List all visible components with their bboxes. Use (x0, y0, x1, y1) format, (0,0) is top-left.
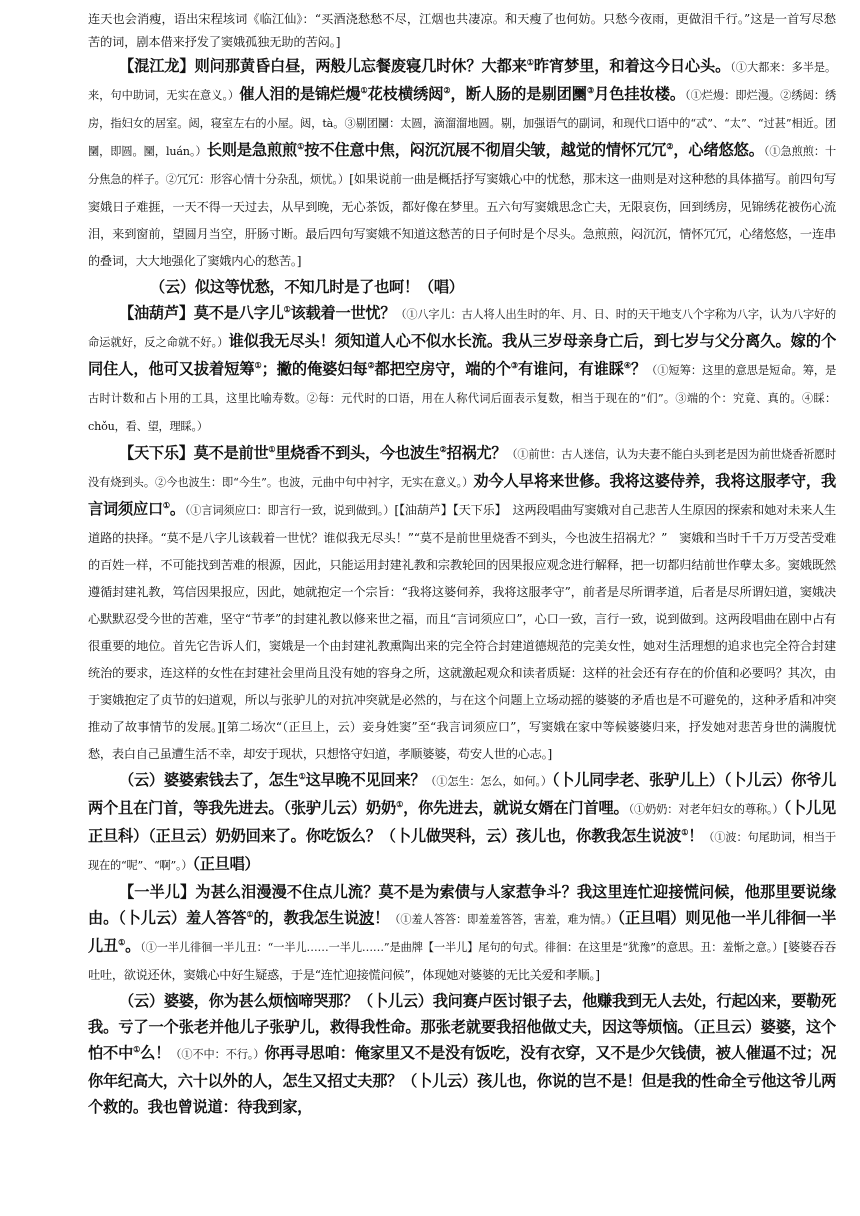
annotation: （①一半儿徘徊一半儿丑：“一半儿……一半儿……”是曲牌【一半儿】尾句的句式。徘徊：在这里是“犹豫”的意思。丑：羞惭之意。） (140, 941, 784, 955)
annotation: （①怎生：怎么，如何。） (425, 775, 552, 789)
aria-tianxiale: 【天下乐】莫不是前世①里烧香不到头，今也波生②招祸尤？（①前世：古人迷信，认为夫妻不能白头到老是因为前世烧香祈愿时没有烧到头。②今也波生：即“今生”。也波，元曲中句中衬字，无实在意义。）劝今人早将来世修。我将这婆侍养，我将这服孝守，我言词须应口①。（①言词须应口：即言行一致，说到做到。）[【油葫芦】【天下乐】 这两段唱曲写窦娥对自己悲苦人生原因的探索和她对未来人生道路的抉择。“莫不是八字儿该载着一世忧？谁似我无尽头！”“莫不是前世里烧香不到头，今也波生招祸尤？” 窦娥和当时千千万万受苦受难的百姓一样，不可能找到苦难的根源，因此，只能运用封建礼教和宗教轮回的因果报应观念进行解释，把一切都归结前世作孽太多。窦娥既然遵循封建礼教，笃信因果报应，因此，她就抱定一个宗旨：“我将这婆伺养，我将这服孝守”，前者是尽所谓孝道，后者是尽所谓妇道，窦娥决心默默忍受今世的苦难，坚守“节孝”的封建礼教以修来世之福，而且“言词须应口”，心口一致，言行一致，说到做到。这两段唱曲在剧中占有很重要的地位。首先它告诉人们，窦娥是一个由封建礼教熏陶出来的完全符合封建道德规范的完美女性，她对生活理想的追求也完全符合封建统治的要求，连这样的女性在封建社会里尚且没有她的容身之所，这就激起观众和读者质疑：这样的社会还有存在的价值和必要吗？其次，由于窦娥抱定了贞节的妇道观，所以与张驴儿的对抗冲突就是必然的，与在这个问题上立场动摇的婆婆的矛盾也是不可避免的，这种矛盾和冲突推动了故事情节的发展。][第二场次“（正旦上，云）妾身姓窦”至“我言词须应口”，写窦娥在家中等候婆婆归来，抒发她对悲苦身世的满腹忧愁，表白自己虽遭生活不幸，却安于现状，只想恪守妇道，孝顺婆婆，苟安人世的心志。] (88, 444, 837, 762)
dialogue-paragraph-final: （云）婆婆，你为甚么烦恼啼哭那？（卜儿云）我问赛卢医讨银子去，他赚我到无人去处，行起凶来，要勒死我。亏了一个张老并他儿子张驴儿，救得我性命。那张老就要我招他做丈夫，因这等烦恼。（正旦云）婆婆，这个怕不中①么！（①不中：不行。）你再寻思咱：俺家里又不是没有饭吃，没有衣穿，又不是少欠钱债，被人催逼不过；况你年纪高大，六十以外的人，怎生又招丈夫那？（卜儿云）孩儿也，你说的岂不是！但是我的性命全亏他这爷儿两个救的。我也曾说道：待我到家， (88, 992, 837, 1117)
commentary: [婆婆吞吞吐吐，欲说还休，窦娥心中好生疑惑，于是“连忙迎接慌问候”，体现她对婆婆的无比关爱和孝顺。] (88, 940, 837, 983)
commentary: [如果说前一曲是概括抒写窦娥心中的忧愁，那末这一曲则是对这种愁的具体描写。前四句写窦娥日子难捱，一天不得一天过去，从早到晚，无心茶饭，都好像在梦里。五六句写窦娥思念亡夫，无限哀伤，回到绣房，见锦绣花被伤心流泪，来到窗前，望圆月当空，肝肠寸断。最后四句写窦娥不知道这愁苦的日子何时是个尽头。急煎煎，闷沉沉，情怀冗冗，心绪悠悠，一连串的叠词，大大地强化了窦娥内心的愁苦。] (88, 172, 836, 269)
aria-yibaner: 【一半儿】为甚么泪漫漫不住点儿流？莫不是为索债与人家惹争斗？我这里连忙迎接慌问候，他那里要说缘由。（卜儿云）羞人答答①的，教我怎生说波！（①羞人答答：即羞羞答答，害羞，难为情。）（正旦唱）则见他一半儿徘徊一半儿丑①。（①一半儿徘徊一半儿丑：“一半儿……一半儿……”是曲牌【一半儿】尾句的句式。徘徊：在这里是“犹豫”的意思。丑：羞惭之意。）[婆婆吞吞吐吐，欲说还休，窦娥心中好生疑惑，于是“连忙迎接慌问候”，体现她对婆婆的无比关爱和孝顺。] (88, 883, 837, 983)
annotation: （①不中：不行。） (170, 1048, 265, 1062)
annotation: （①波：句尾助词，相当于现在的“呢”、“啊”。） (88, 831, 837, 873)
annotation: （①言词须应口：即言行一致，说到做到。） (184, 504, 395, 518)
annotation: （①急煎煎：十分焦急的样子。②冗冗：形容心情十分杂乱，烦忧。） (88, 145, 837, 187)
annotation: （①烂熳：即烂漫。②绣闼：绣房，指妇女的居室。闼，寝室左右的小屋。闼，tà。③剔团圞：太圆，滴溜溜地圆。剔，加强语气的副词，和现代口语中的“忒”、“太”、“过甚”相近。团圞，即圆。圞，luán。） (88, 89, 837, 159)
commentary-paragraph: 连天也会消瘦，语出宋程垓词《临江仙》：“买酒浇愁愁不尽，江烟也共凄凉。和天瘦了也何妨。只愁今夜雨，更做泪千行。”这是一首写尽愁苦的词，剧本借来抒发了窦娥孤独无助的苦闷。] (88, 12, 836, 49)
annotation: （①奶奶：对老年妇女的尊称。） (628, 803, 784, 817)
annotation: （①八字儿：古人将人出生时的年、月、日、时的天干地支八个字称为八字，认为八字好的命运就好，反之命就不好。） (88, 308, 837, 350)
annotation: （①羞人答答：即羞羞答答，害羞，难为情。） (389, 913, 618, 927)
aria-hunjianglong: 【混江龙】则问那黄昏白昼，两般儿忘餐废寝几时休？大都来①昨宵梦里，和着这今日心头。（①大都来：多半是。来，句中助词，无实在意义。）催人泪的是锦烂熳①花枝横绣闼②，断人肠的是剔团圞③月色挂妆楼。（①烂熳：即烂漫。②绣闼：绣房，指妇女的居室。闼，寝室左右的小屋。闼，tà。③剔团圞：太圆，滴溜溜地圆。剔，加强语气的副词，和现代口语中的“忒”、“太”、“过甚”相近。团圞，即圆。圞，luán。）长则是急煎煎①按不住意中焦，闷沉沉展不彻眉尖皱，越觉的情怀冗冗②，心绪悠悠。（①急煎煎：十分焦急的样子。②冗冗：形容心情十分杂乱，烦忧。）[如果说前一曲是概括抒写窦娥心中的忧愁，那末这一曲则是对这种愁的具体描写。前四句写窦娥日子难捱，一天不得一天过去，从早到晚，无心茶饭，都好像在梦里。五六句写窦娥思念亡夫，无限哀伤，回到绣房，见锦绣花被伤心流泪，来到窗前，望圆月当空，肝肠寸断。最后四句写窦娥不知道这愁苦的日子何时是个尽头。急煎煎，闷沉沉，情怀冗冗，心绪悠悠，一连串的叠词，大大地强化了窦娥内心的愁苦。] (88, 57, 837, 269)
annotation: （①短筹：这里的意思是短命。筹，是古时计数和占卜用的工具，这里比喻寿数。②每：元代时的口语，用在人称代词后面表示复数，相当于现在的“们”。③端的个：究竟、真的。④睬：chǒu，看、望，理睬。） (88, 364, 837, 434)
aria-youhulu: 【油葫芦】莫不是八字儿①该载着一世忧？（①八字儿：古人将人出生时的年、月、日、时的天干地支八个字称为八字，认为八字好的命运就好，反之命就不好。）谁似我无尽头！须知道人心不似水长流。我从三岁母亲身亡后，到七岁与父分离久。嫁的个同住人，他可又拔着短筹①；撇的俺婆妇每②都把空房守，端的个③有谁问，有谁睬④？（①短筹：这里的意思是短命。筹，是古时计数和占卜用的工具，这里比喻寿数。②每：元代时的口语，用在人称代词后面表示复数，相当于现在的“们”。③端的个：究竟、真的。④睬：chǒu，看、望，理睬。） (88, 304, 837, 434)
annotation: （①前世：古人迷信，认为夫妻不能白头到老是因为前世烧香祈愿时没有烧到头。②今也波生：即“今生”。也波，元曲中句中衬字，无实在意义。） (88, 448, 837, 490)
dialogue-paragraph: （云）婆婆索钱去了，怎生①这早晚不见回来？（①怎生：怎么，如何。）（卜儿同孛老、张驴儿上）（卜儿云）你爷儿两个且在门首，等我先进去。（张驴儿云）奶奶①，你先进去，就说女婿在门首哩。（①奶奶：对老年妇女的尊称。）（卜儿见正旦科）（正旦云）奶奶回来了。你吃饭么？（卜儿做哭科，云）孩儿也，你教我怎生说波①！（①波：句尾助词，相当于现在的“呢”、“啊”。）（正旦唱） (88, 771, 837, 874)
annotation: （①大都来：多半是。来，句中助词，无实在意义。） (88, 61, 837, 103)
spoken-line: （云）似这等忧愁，不知几时是了也呵！（唱） (150, 278, 464, 297)
commentary: [【油葫芦】【天下乐】 这两段唱曲写窦娥对自己悲苦人生原因的探索和她对未来人生道路的抉择。“莫不是八字儿该载着一世忧？谁似我无尽头！”“莫不是前世里烧香不到头，今也波生招祸尤？” 窦娥和当时千千万万受苦受难的百姓一样，不可能找到苦难的根源，因此，只能运用封建礼教和宗教轮回的因果报应观念进行解释，把一切都归结前世作孽太多。窦娥既然遵循封建礼教，笃信因果报应，因此，她就抱定一个宗旨：“我将这婆伺养，我将这服孝守”，前者是尽所谓孝道，后者是尽所谓妇道，窦娥决心默默忍受今世的苦难，坚守“节孝”的封建礼教以修来世之福，而且“言词须应口”，心口一致，言行一致，说到做到。这两段唱曲在剧中占有很重要的地位。首先它告诉人们，窦娥是一个由封建礼教熏陶出来的完全符合封建道德规范的完美女性，她对生活理想的追求也完全符合封建统治的要求，连这样的女性在封建社会里尚且没有她的容身之所，这就激起观众和读者质疑：这样的社会还有存在的价值和必要吗？其次，由于窦娥抱定了贞节的妇道观，所以与张驴儿的对抗冲突就是必然的，与在这个问题上立场动摇的婆婆的矛盾也是不可避免的，这种矛盾和冲突推动了故事情节的发展。][第二场次“（正旦上，云）妾身姓窦”至“我言词须应口”，写窦娥在家中等候婆婆归来，抒发她对悲苦身世的满腹忧愁，表白自己虽遭生活不幸，却安于现状，只想恪守妇道，孝顺婆婆，苟安人世的心志。] (88, 503, 836, 762)
